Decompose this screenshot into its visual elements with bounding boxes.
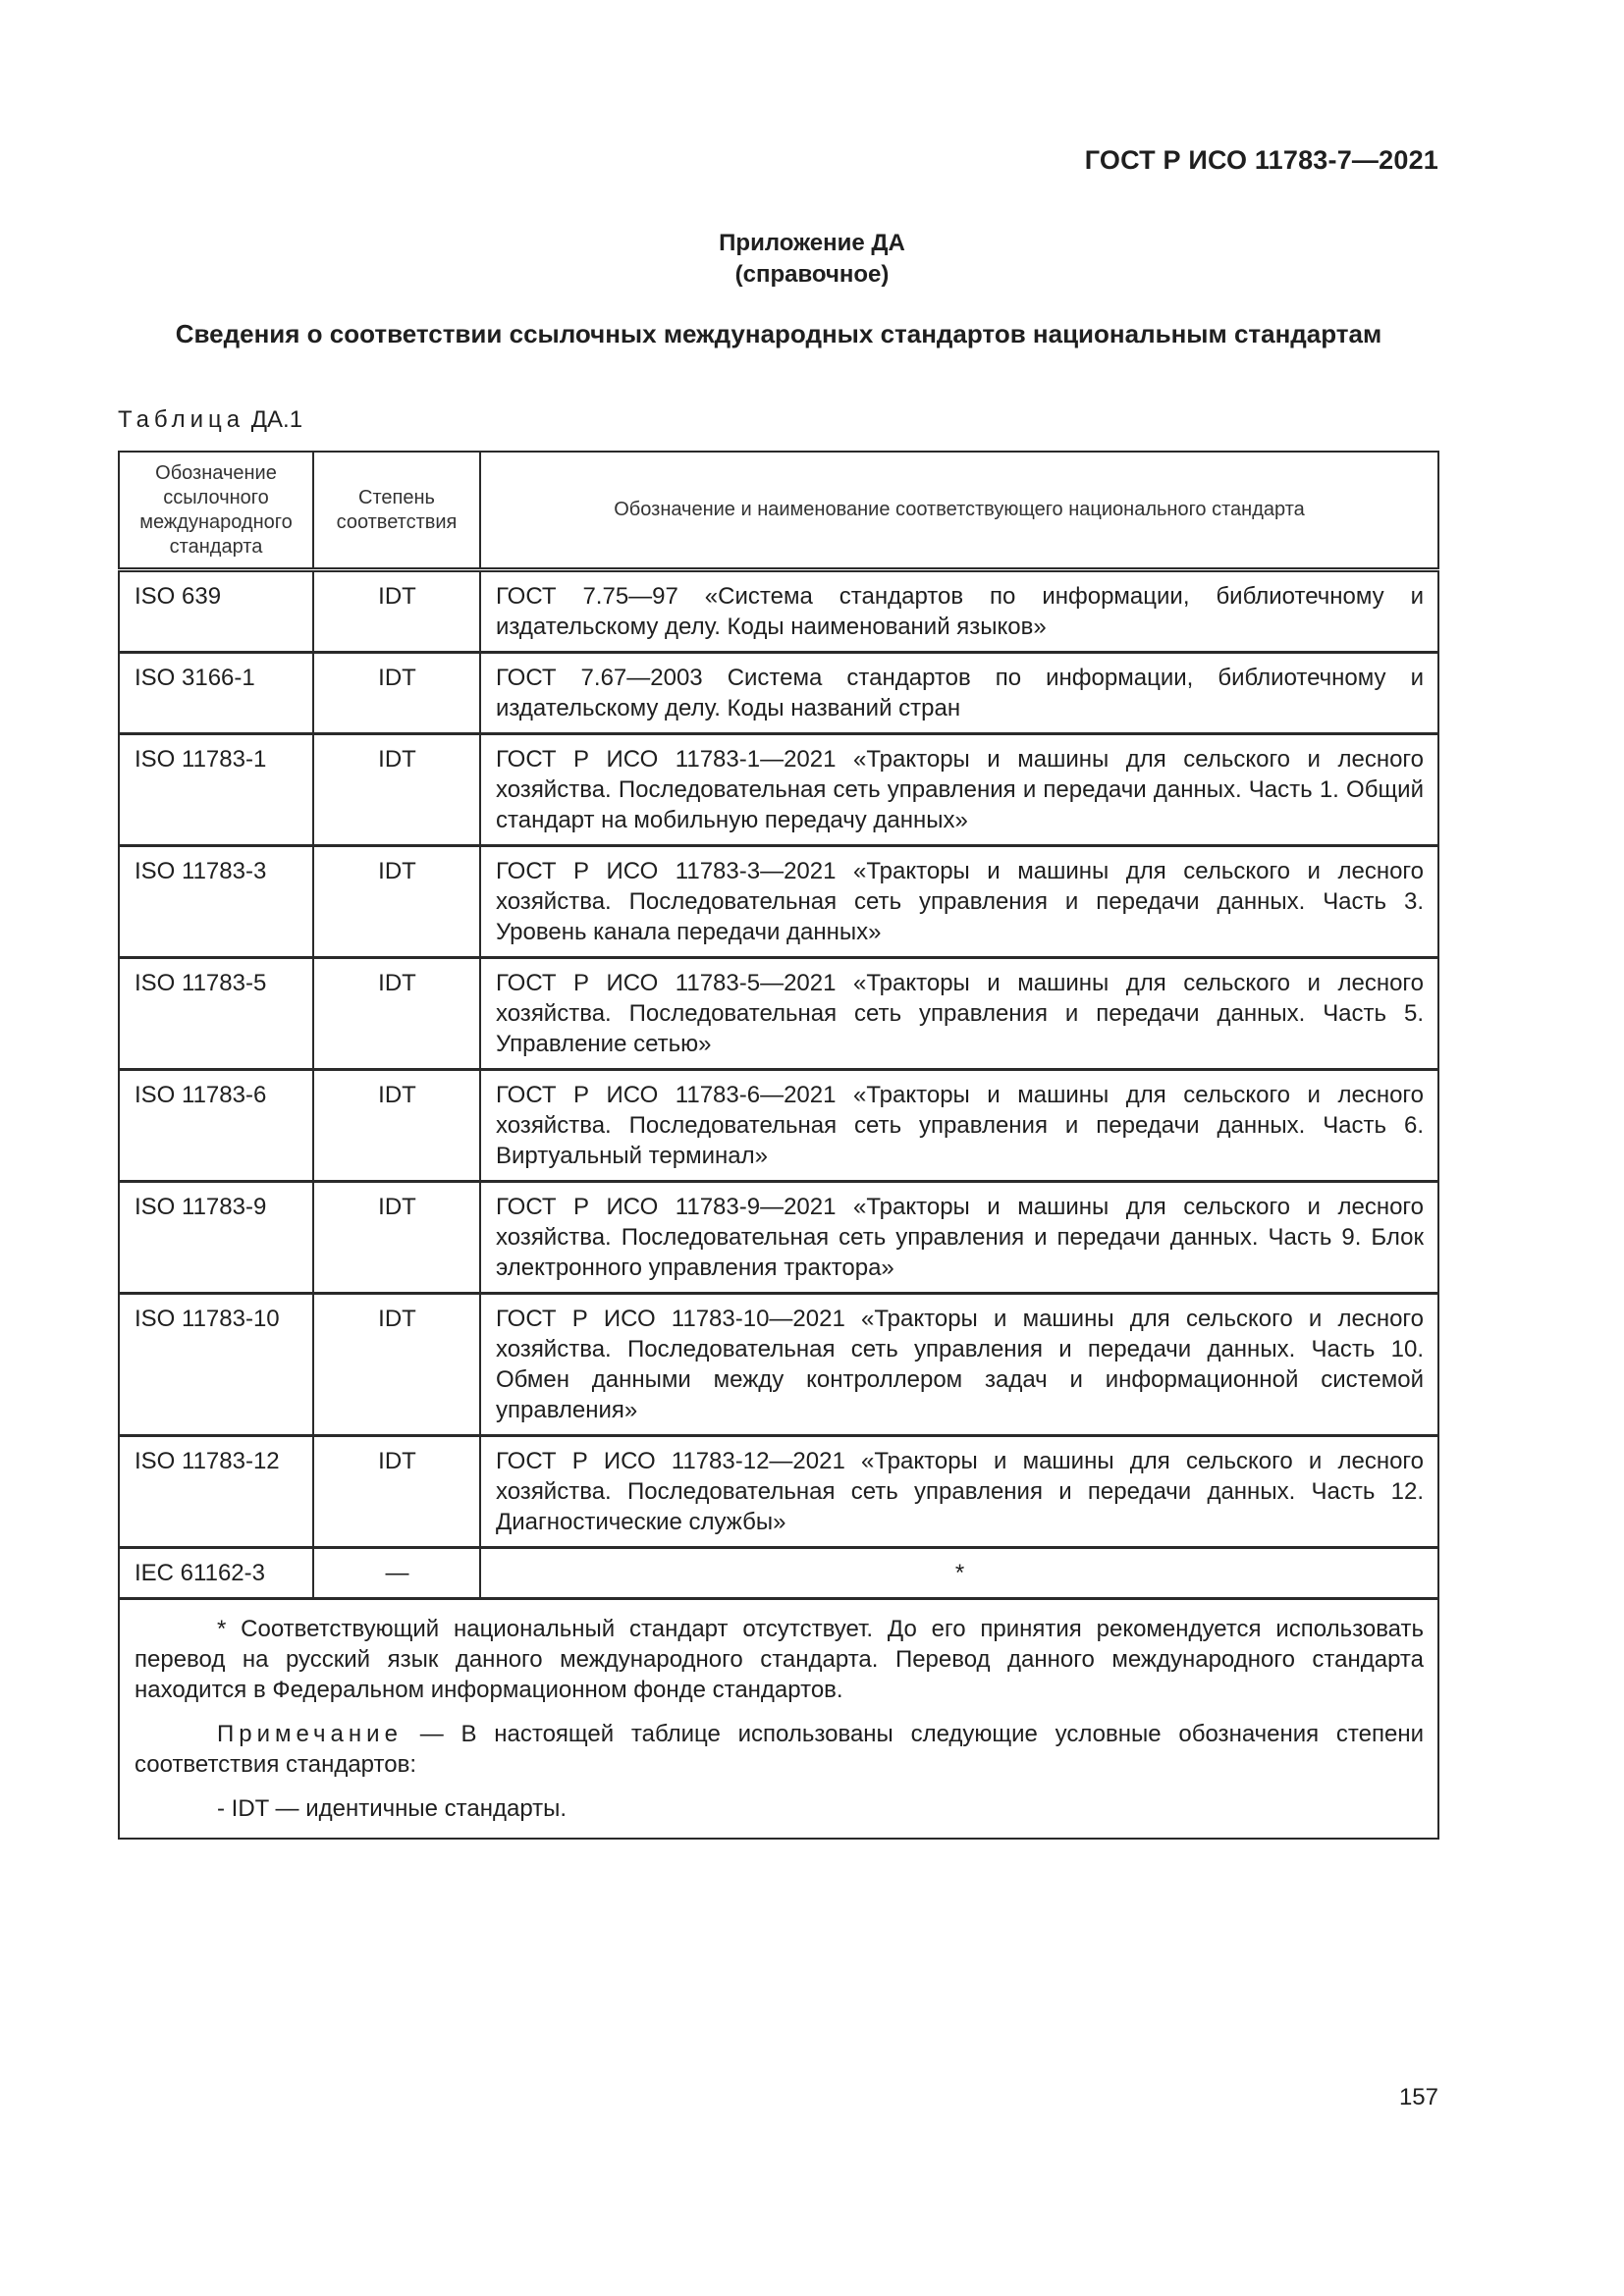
column-header-ref: Обозначение ссылочного международного стандарта [119, 452, 313, 570]
cell-ref: ISO 11783-3 [119, 846, 313, 958]
table-caption-number: ДА.1 [250, 406, 303, 433]
cell-degree: IDT [313, 1182, 480, 1294]
note-label: Примечание [217, 1721, 403, 1747]
column-header-degree: Степень соответствия [313, 452, 480, 570]
table-row [119, 1294, 1438, 1436]
table-caption-word: Таблица [118, 406, 245, 433]
cell-ref: ISO 11783-9 [119, 1182, 313, 1294]
cell-ref: ISO 11783-10 [119, 1294, 313, 1436]
table-footer-row [119, 1599, 1438, 1840]
table-row [119, 734, 1438, 846]
note-item: - IDT — идентичные стандарты. [217, 1795, 568, 1822]
cell-national: ГОСТ 7.75—97 «Система стандартов по информации, библиотечному и издательскому делу. Коды наименований языков» [480, 570, 1438, 653]
correspondence-table [118, 451, 1439, 1840]
cell-national: ГОСТ Р ИСО 11783-10—2021 «Тракторы и машины для сельского и лесного хозяйства. Последовательная сеть управления и передачи данных. Часть 10. Обмен данными между контроллером задач и информационной системой управления» [480, 1294, 1438, 1436]
table-row [119, 1182, 1438, 1294]
table-row [119, 1436, 1438, 1548]
footnote: * Соответствующий национальный стандарт отсутствует. До его принятия рекомендуется использовать перевод на русский язык данного международного стандарта. Перевод данного международного стандарта находится в Федеральном информационном фонде стандартов. [135, 1616, 1424, 1703]
document-number: ГОСТ Р ИСО 11783-7—2021 [1084, 145, 1438, 175]
cell-degree: IDT [313, 846, 480, 958]
cell-ref: ISO 11783-12 [119, 1436, 313, 1548]
cell-degree: IDT [313, 570, 480, 653]
cell-national: ГОСТ Р ИСО 11783-1—2021 «Тракторы и машины для сельского и лесного хозяйства. Последовательная сеть управления и передачи данных. Часть 1. Общий стандарт на мобильную передачу данных» [480, 734, 1438, 846]
cell-ref: IEC 61162-3 [119, 1548, 313, 1599]
cell-ref: ISO 3166-1 [119, 653, 313, 734]
cell-degree: IDT [313, 1294, 480, 1436]
cell-degree: IDT [313, 1436, 480, 1548]
page-number: 157 [1398, 2084, 1438, 2110]
cell-national: ГОСТ Р ИСО 11783-12—2021 «Тракторы и машины для сельского и лесного хозяйства. Последовательная сеть управления и передачи данных. Часть 12. Диагностические службы» [480, 1436, 1438, 1548]
cell-national: ГОСТ Р ИСО 11783-6—2021 «Тракторы и машины для сельского и лесного хозяйства. Последовательная сеть управления и передачи данных. Часть 6. Виртуальный терминал» [480, 1070, 1438, 1182]
column-header-national: Обозначение и наименование соответствующего национального стандарта [480, 452, 1438, 570]
appendix-title: Приложение ДА [719, 230, 905, 256]
table-row [119, 570, 1438, 653]
cell-national: ГОСТ Р ИСО 11783-9—2021 «Тракторы и машины для сельского и лесного хозяйства. Последовательная сеть управления и передачи данных. Часть 9. Блок электронного управления трактора» [480, 1182, 1438, 1294]
cell-degree: IDT [313, 653, 480, 734]
cell-national: ГОСТ Р ИСО 11783-5—2021 «Тракторы и машины для сельского и лесного хозяйства. Последовательная сеть управления и передачи данных. Часть 5. Управление сетью» [480, 958, 1438, 1070]
cell-national: * [480, 1548, 1438, 1599]
cell-national: ГОСТ Р ИСО 11783-3—2021 «Тракторы и машины для сельского и лесного хозяйства. Последовательная сеть управления и передачи данных. Часть 3. Уровень канала передачи данных» [480, 846, 1438, 958]
appendix-heading [0, 228, 1624, 291]
cell-degree: — [313, 1548, 480, 1599]
cell-ref: ISO 11783-6 [119, 1070, 313, 1182]
cell-ref: ISO 11783-1 [119, 734, 313, 846]
table-caption [118, 406, 302, 434]
appendix-type: (справочное) [734, 261, 890, 288]
table-row [119, 846, 1438, 958]
section-title: Сведения о соответствии ссылочных международных стандартов национальным стандартам [175, 319, 1382, 348]
table-header-row [119, 452, 1438, 570]
table-footer [119, 1599, 1438, 1840]
table-row [119, 1070, 1438, 1182]
cell-national: ГОСТ 7.67—2003 Система стандартов по информации, библиотечному и издательскому делу. Коды названий стран [480, 653, 1438, 734]
table-row [119, 958, 1438, 1070]
cell-ref: ISO 11783-5 [119, 958, 313, 1070]
cell-ref: ISO 639 [119, 570, 313, 653]
table-row [119, 653, 1438, 734]
note-text: — В настоящей таблице использованы следующие условные обозначения степени соответствия стандартов: [135, 1721, 1424, 1778]
cell-degree: IDT [313, 1070, 480, 1182]
cell-degree: IDT [313, 958, 480, 1070]
cell-degree: IDT [313, 734, 480, 846]
note [135, 1719, 1424, 1780]
table-row [119, 1548, 1438, 1599]
